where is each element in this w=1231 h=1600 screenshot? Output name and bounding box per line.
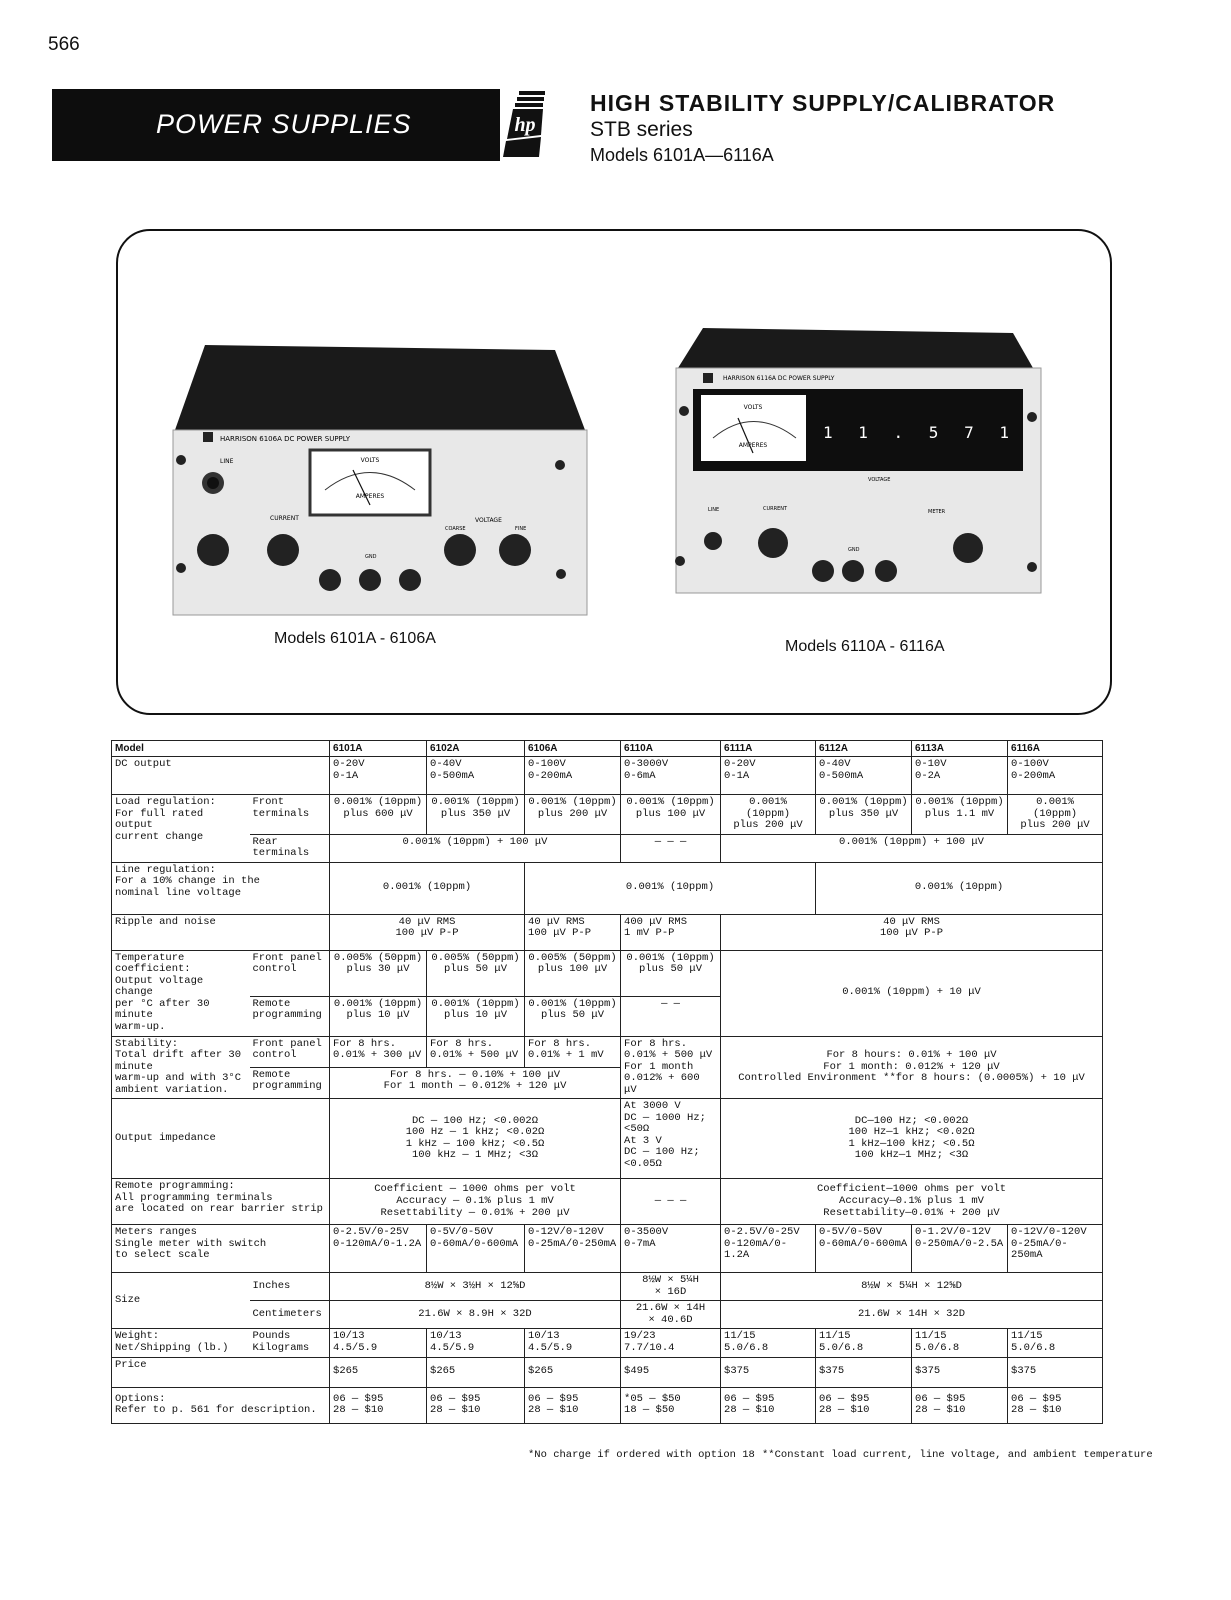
meters-cell: 0-2.5V/0-25V 0-120mA/0-1.2A (721, 1225, 816, 1273)
hp-logo (503, 91, 547, 157)
temp-front-cell: 0.005% (50ppm) plus 50 μV (427, 950, 525, 996)
weight-cell: 11/15 5.0/6.8 (816, 1329, 912, 1357)
impedance-cell: DC—100 Hz; <0.002Ω 100 Hz—1 kHz; <0.02Ω 1 kHz—100 kHz; <0.5Ω 100 kHz—1 MHz; <3Ω (721, 1099, 1103, 1179)
stab-front-cell: For 8 hrs. 0.01% + 300 μV (330, 1036, 427, 1067)
meters-cell: 0-2.5V/0-25V 0-120mA/0-1.2A (330, 1225, 427, 1273)
weight-cell: 19/23 7.7/10.4 (621, 1329, 721, 1357)
options-cell: 06 — $95 28 — $10 (330, 1387, 427, 1423)
model-header: 6110A (621, 741, 721, 757)
dc-output-cell: 0-20V 0-1A (330, 757, 427, 795)
options-cell: *05 — $50 18 — $50 (621, 1387, 721, 1423)
series-subtitle: STB series (590, 118, 693, 141)
load-front-cell: 0.001% (10ppm) plus 1.1 mV (912, 795, 1008, 835)
load-front-cell: 0.001% (10ppm) plus 200 μV (525, 795, 621, 835)
size-cm-cell: 21.6W × 8.9H × 32D (330, 1301, 621, 1329)
meter-bottom-label: AMPERES (355, 493, 385, 500)
row-label: Load regulation: For full rated output current change (112, 795, 250, 863)
weight-cell: 10/13 4.5/5.9 (525, 1329, 621, 1357)
sub-label: Pounds Kilograms (250, 1329, 330, 1357)
table-row-price (112, 1357, 1103, 1387)
power-supply-6116a-photo (668, 323, 1048, 598)
sub-label: Centimeters (250, 1301, 330, 1329)
model-header: 6106A (525, 741, 621, 757)
temp-front-cell: 0.001% (10ppm) plus 50 μV (621, 950, 721, 996)
sub-label: Front panel control (250, 1036, 330, 1067)
table-row-size-cm (112, 1301, 1103, 1329)
page-number: 566 (48, 34, 80, 55)
footnote-option: *No charge if ordered with option 18 (528, 1449, 755, 1461)
ripple-cell: 40 μV RMS 100 μV P-P (525, 914, 621, 950)
weight-cell: 10/13 4.5/5.9 (427, 1329, 525, 1357)
table-row-stability-front (112, 1036, 1103, 1067)
temp-remote-cell: 0.001% (10ppm) plus 50 μV (525, 996, 621, 1036)
row-label: DC output (112, 757, 330, 795)
power-supply-6106a-photo (165, 340, 605, 620)
options-cell: 06 — $95 28 — $10 (816, 1387, 912, 1423)
price-cell: $265 (427, 1357, 525, 1387)
dc-output-cell: 0-20V 0-1A (721, 757, 816, 795)
table-row-dc-output (112, 757, 1103, 795)
stab-remote-cell: For 8 hrs. — 0.10% + 100 μV For 1 month — 0.012% + 120 μV (330, 1067, 621, 1098)
knob-label-current: CURRENT (270, 515, 299, 522)
hp-logo-text: hp (514, 114, 536, 136)
row-label: Options: Refer to p. 561 for description. (112, 1387, 330, 1423)
table-row-model (112, 741, 1103, 757)
table-row-size-inches (112, 1273, 1103, 1301)
ripple-cell: 400 μV RMS 1 mV P-P (621, 914, 721, 950)
knob-label-voltage: VOLTAGE (475, 517, 502, 524)
stab-front-cell: For 8 hrs. 0.01% + 500 μV (427, 1036, 525, 1067)
size-inches-cell: 8½W × 5¼H × 12⅝D (721, 1273, 1103, 1301)
models-line: Models 6101A—6116A (590, 145, 774, 165)
remote-cell: Coefficient — 1000 ohms per volt Accuracy — 0.1% plus 1 mV Resettability — 0.01% + 200 μV (330, 1179, 621, 1225)
table-row-meters (112, 1225, 1103, 1273)
load-front-cell: 0.001% (10ppm) plus 600 μV (330, 795, 427, 835)
price-cell: $265 (525, 1357, 621, 1387)
meters-cell: 0-12V/0-120V 0-25mA/0-250mA (525, 1225, 621, 1273)
dc-output-cell: 0-100V 0-200mA (525, 757, 621, 795)
model-header: 6112A (816, 741, 912, 757)
load-rear-cell: 0.001% (10ppm) + 100 μV (330, 834, 621, 862)
table-row-load-front (112, 795, 1103, 835)
row-label: Size (112, 1273, 250, 1329)
knob-label-line: LINE (220, 458, 234, 465)
knob-label-line: LINE (708, 507, 720, 513)
weight-cell: 11/15 5.0/6.8 (721, 1329, 816, 1357)
temp-remote-cell: — — (621, 996, 721, 1036)
load-rear-cell: 0.001% (10ppm) + 100 μV (721, 834, 1103, 862)
knob-label-voltage: VOLTAGE (868, 477, 891, 483)
page-title: HIGH STABILITY SUPPLY/CALIBRATOR (590, 90, 1056, 116)
model-header: 6101A (330, 741, 427, 757)
knob-label-current: CURRENT (763, 506, 788, 512)
price-cell: $375 (912, 1357, 1008, 1387)
price-cell: $375 (816, 1357, 912, 1387)
right-photo-caption: Models 6110A - 6116A (785, 638, 945, 655)
meters-cell: 0-5V/0-50V 0-60mA/0-600mA (816, 1225, 912, 1273)
model-header: 6113A (912, 741, 1008, 757)
section-banner-text: POWER SUPPLIES (156, 109, 412, 139)
temp-remote-cell: 0.001% (10ppm) plus 10 μV (330, 996, 427, 1036)
load-front-cell: 0.001% (10ppm) plus 350 μV (816, 795, 912, 835)
meters-cell: 0-5V/0-50V 0-60mA/0-600mA (427, 1225, 525, 1273)
table-row-output-impedance (112, 1099, 1103, 1179)
temp-remote-cell: 0.001% (10ppm) plus 10 μV (427, 996, 525, 1036)
options-cell: 06 — $95 28 — $10 (912, 1387, 1008, 1423)
ripple-cell: 40 μV RMS 100 μV P-P (721, 914, 1103, 950)
spec-table (111, 740, 1103, 1424)
weight-cell: 11/15 5.0/6.8 (912, 1329, 1008, 1357)
row-label: Stability: Total drift after 30 minute warm-up and with 3°C ambient variation. (112, 1036, 250, 1099)
meters-cell: 0-3500V 0-7mA (621, 1225, 721, 1273)
left-photo-caption: Models 6101A - 6106A (274, 630, 436, 647)
line-cell: 0.001% (10ppm) (330, 862, 525, 914)
options-cell: 06 — $95 28 — $10 (721, 1387, 816, 1423)
price-cell: $495 (621, 1357, 721, 1387)
digital-readout: 1 1 . 5 7 1 (823, 423, 1017, 442)
size-inches-cell: 8½W × 5¼H × 16D (621, 1273, 721, 1301)
row-label: Line regulation: For a 10% change in the nominal line voltage (112, 862, 330, 914)
table-row-remote-programming (112, 1179, 1103, 1225)
price-cell: $265 (330, 1357, 427, 1387)
dc-output-cell: 0-40V 0-500mA (427, 757, 525, 795)
sub-label: Front panel control (250, 950, 330, 996)
size-cm-cell: 21.6W × 14H × 32D (721, 1301, 1103, 1329)
meters-cell: 0-12V/0-120V 0-25mA/0-250mA (1008, 1225, 1103, 1273)
knob-label-gnd: GND (365, 554, 377, 560)
weight-cell: 10/13 4.5/5.9 (330, 1329, 427, 1357)
price-cell: $375 (721, 1357, 816, 1387)
meters-cell: 0-1.2V/0-12V 0-250mA/0-2.5A (912, 1225, 1008, 1273)
sub-label: Rear terminals (250, 834, 330, 862)
table-row-weight (112, 1329, 1103, 1357)
row-label: Remote programming: All programming terminals are located on rear barrier strip (112, 1179, 330, 1225)
brand-label: HARRISON 6106A DC POWER SUPPLY (220, 435, 351, 443)
table-row-line-regulation (112, 862, 1103, 914)
temp-front-cell: 0.005% (50ppm) plus 30 μV (330, 950, 427, 996)
dc-output-cell: 0-40V 0-500mA (816, 757, 912, 795)
dc-output-cell: 0-100V 0-200mA (1008, 757, 1103, 795)
dc-output-cell: 0-10V 0-2A (912, 757, 1008, 795)
impedance-cell: DC — 100 Hz; <0.002Ω 100 Hz — 1 kHz; <0.02Ω 1 kHz — 100 kHz; <0.5Ω 100 kHz — 1 MHz; <3Ω (330, 1099, 621, 1179)
model-header: 6102A (427, 741, 525, 757)
temp-right-cell: 0.001% (10ppm) + 10 μV (721, 950, 1103, 1036)
row-label: Price (112, 1357, 330, 1387)
model-header: 6116A (1008, 741, 1103, 757)
row-label: Temperature coefficient: Output voltage change per °C after 30 minute warm-up. (112, 950, 250, 1036)
stab-6110a-cell: For 8 hrs. 0.01% + 500 μV For 1 month 0.012% + 600 μV (621, 1036, 721, 1099)
row-label: Meters ranges Single meter with switch to select scale (112, 1225, 330, 1273)
sub-label: Inches (250, 1273, 330, 1301)
table-row-ripple (112, 914, 1103, 950)
options-cell: 06 — $95 28 — $10 (525, 1387, 621, 1423)
sub-label: Remote programming (250, 1067, 330, 1098)
row-label: Weight: Net/Shipping (lb.) (112, 1329, 250, 1357)
options-cell: 06 — $95 28 — $10 (1008, 1387, 1103, 1423)
meter-bottom-label: AMPERES (738, 442, 768, 449)
table-row-load-rear (112, 834, 1103, 862)
stab-right-cell: For 8 hours: 0.01% + 100 μV For 1 month: 0.012% + 120 μV Controlled Environment **for 8 hours: (0.0005%) + 10 μV (721, 1036, 1103, 1099)
size-cm-cell: 21.6W × 14H × 40.6D (621, 1301, 721, 1329)
table-row-options (112, 1387, 1103, 1423)
row-label: Ripple and noise (112, 914, 330, 950)
stab-front-cell: For 8 hrs. 0.01% + 1 mV (525, 1036, 621, 1067)
line-cell: 0.001% (10ppm) (816, 862, 1103, 914)
knob-label-gnd: GND (848, 547, 860, 553)
load-front-cell: 0.001% (10ppm) plus 350 μV (427, 795, 525, 835)
table-row-temp-front (112, 950, 1103, 996)
meter-top-label: VOLTS (360, 457, 380, 464)
load-front-cell: 0.001% (10ppm) plus 100 μV (621, 795, 721, 835)
temp-front-cell: 0.005% (50ppm) plus 100 μV (525, 950, 621, 996)
meter-top-label: VOLTS (743, 404, 763, 411)
options-cell: 06 — $95 28 — $10 (427, 1387, 525, 1423)
knob-label-fine: FINE (515, 526, 527, 532)
knob-label-coarse: COARSE (445, 526, 466, 532)
brand-label: HARRISON 6116A DC POWER SUPPLY (723, 375, 835, 382)
sub-label: Front terminals (250, 795, 330, 835)
price-cell: $375 (1008, 1357, 1103, 1387)
remote-cell: Coefficient—1000 ohms per volt Accuracy—0.1% plus 1 mV Resettability—0.01% + 200 μV (721, 1179, 1103, 1225)
model-header: 6111A (721, 741, 816, 757)
sub-label: Remote programming (250, 996, 330, 1036)
load-front-cell: 0.001% (10ppm) plus 200 μV (1008, 795, 1103, 835)
footnote-constant: **Constant load current, line voltage, and ambient temperature (762, 1449, 1153, 1461)
weight-cell: 11/15 5.0/6.8 (1008, 1329, 1103, 1357)
knob-label-meter: METER (928, 509, 946, 515)
size-inches-cell: 8½W × 3½H × 12⅝D (330, 1273, 621, 1301)
impedance-cell: At 3000 V DC — 1000 Hz; <50Ω At 3 V DC — 100 Hz; <0.05Ω (621, 1099, 721, 1179)
row-label: Output impedance (112, 1099, 330, 1179)
ripple-cell: 40 μV RMS 100 μV P-P (330, 914, 525, 950)
line-cell: 0.001% (10ppm) (525, 862, 816, 914)
dc-output-cell: 0-3000V 0-6mA (621, 757, 721, 795)
remote-cell: — — — (621, 1179, 721, 1225)
load-rear-cell: — — — (621, 834, 721, 862)
load-front-cell: 0.001% (10ppm) plus 200 μV (721, 795, 816, 835)
model-label: Model (112, 741, 330, 757)
